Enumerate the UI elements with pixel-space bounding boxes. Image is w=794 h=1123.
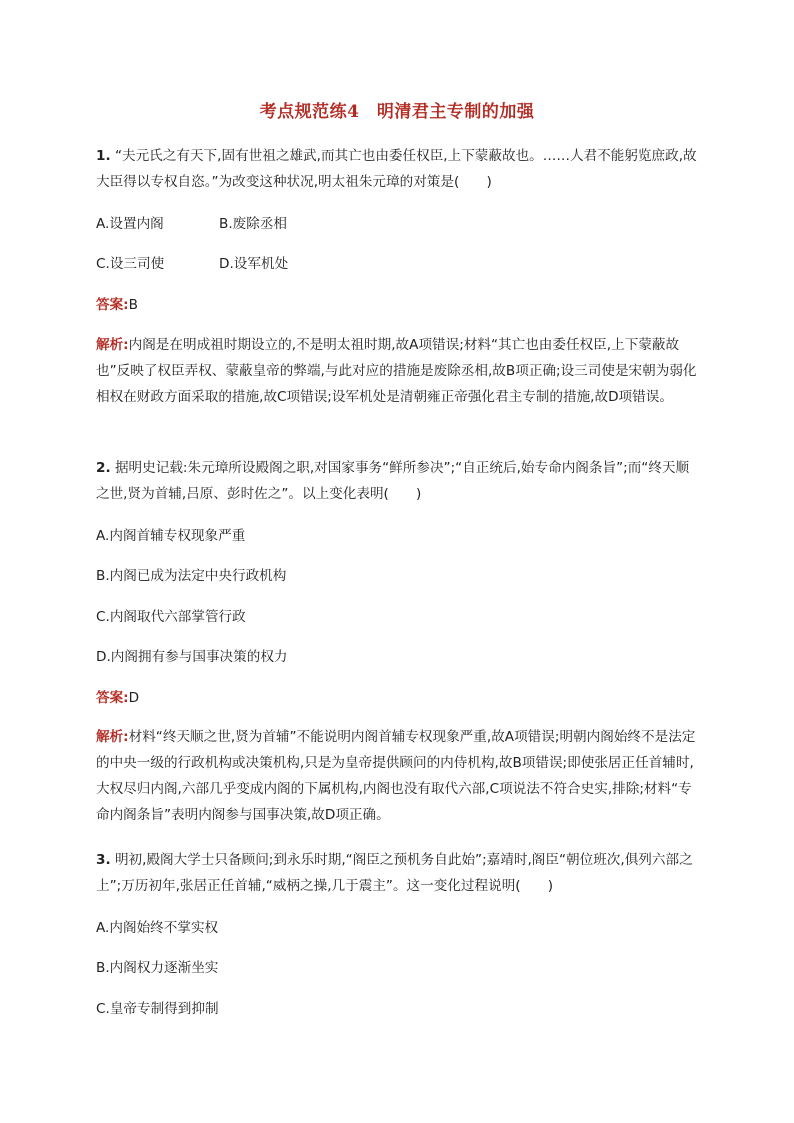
question-3-stem (96, 847, 700, 899)
question-2-answer (96, 688, 139, 708)
question-1-stem (96, 143, 700, 195)
question-2-analysis (96, 724, 700, 828)
question-2-answer-value: D (128, 690, 140, 706)
question-1-option-a: A.设置内阁 (96, 216, 164, 232)
question-1-answer-value: B (128, 297, 138, 313)
question-2-text: 据明史记载:朱元璋所设殿阁之职,对国家事务“鲜所参决”;“自正统后,始专命内阁条旨”;而“终天顺之世,贤为首辅,吕原、彭时佐之”。以上变化表明( ) (96, 460, 690, 502)
question-2-option-b: B.内阁已成为法定中央行政机构 (96, 568, 287, 584)
question-3-option-c: C.皇帝专制得到抑制 (96, 1001, 219, 1017)
question-1-option-d: D.设军机处 (219, 256, 289, 272)
question-2-number: 2. (96, 460, 111, 476)
question-3-option-b: B.内阁权力逐渐坐实 (96, 960, 219, 976)
question-2-option-a: A.内阁首辅专权现象严重 (96, 528, 246, 544)
question-1-number: 1. (96, 148, 111, 164)
question-2-analysis-text: 材料“终天顺之世,贤为首辅”不能说明内阁首辅专权现象严重,故A项错误;明朝内阁始终不是法定的中央一级的行政机构或决策机构,只是为皇帝提供顾问的内侍机构,故B项错误;即使张居正任首辅时,大权尽归内阁,六部几乎变成内阁的下属机构,内阁也没有取代六部,C项说法不符合史实,排除;材料“专命内阁条旨”表明内阁参与国事决策,故D项正确。 (96, 729, 696, 823)
answer-label: 答案: (96, 690, 129, 706)
question-2-option-d: D.内阁拥有参与国事决策的权力 (96, 649, 288, 665)
question-1-answer (96, 295, 138, 315)
question-1-option-b: B.废除丞相 (219, 216, 288, 232)
question-3-text: 明初,殿阁大学士只备顾问;到永乐时期,“阁臣之预机务自此始”;嘉靖时,阁臣“朝位班次,俱列六部之上”;万历初年,张居正任首辅,“威柄之操,几于震主”。这一变化过程说明( ) (96, 852, 693, 894)
question-1-option-c: C.设三司使 (96, 256, 165, 272)
question-1-analysis (96, 332, 700, 410)
answer-label: 答案: (96, 297, 129, 313)
analysis-label: 解析: (96, 729, 129, 745)
question-1-text: “夫元氏之有天下,固有世祖之雄武,而其亡也由委任权臣,上下蒙蔽故也。……人君不能躬览庶政,故大臣得以专权自恣。”为改变这种状况,明太祖朱元璋的对策是( ) (96, 148, 697, 190)
question-3-number: 3. (96, 852, 111, 868)
question-3-option-a: A.内阁始终不掌实权 (96, 920, 219, 936)
analysis-label: 解析: (96, 337, 129, 353)
question-2-stem (96, 455, 700, 507)
question-1-analysis-text: 内阁是在明成祖时期设立的,不是明太祖时期,故A项错误;材料“其亡也由委任权臣,上下蒙蔽故也”反映了权臣弄权、蒙蔽皇帝的弊端,与此对应的措施是废除丞相,故B项正确;设三司使是宋朝为弱化相权在财政方面采取的措施,故C项错误;设军机处是清朝雍正帝强化君主专制的措施,故D项错误。 (96, 337, 697, 405)
question-2-option-c: C.内阁取代六部掌管行政 (96, 609, 246, 625)
page-title: 考点规范练4 明清君主专制的加强 (259, 102, 535, 122)
